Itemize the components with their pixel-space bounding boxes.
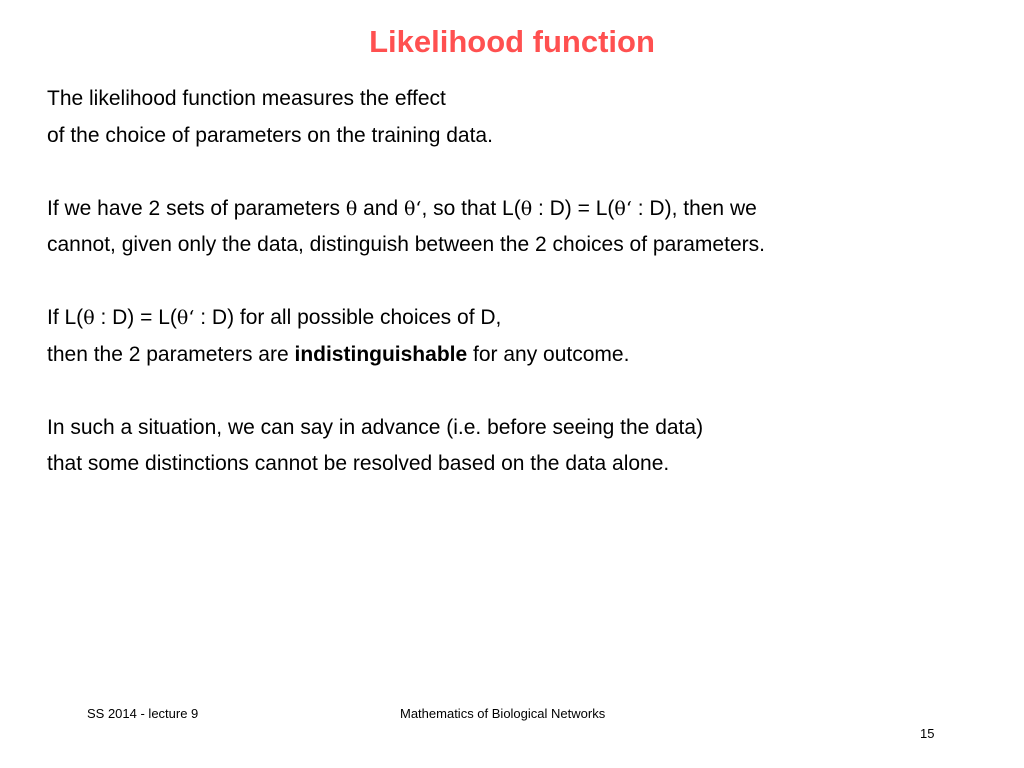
paragraph-4-line-2: that some distinctions cannot be resolved based on the data alone. xyxy=(47,452,670,475)
text-segment: , so that L( xyxy=(421,196,521,220)
paragraph-spacer xyxy=(47,373,1007,410)
text-segment: for any outcome. xyxy=(467,342,630,366)
paragraph-spacer xyxy=(47,154,1007,191)
emphasis-indistinguishable: indistinguishable xyxy=(294,342,468,366)
text-segment: : D) = L( xyxy=(532,196,615,220)
theta-prime-symbol: θ‘ xyxy=(403,197,422,220)
paragraph-1-line-1: The likelihood function measures the effect xyxy=(47,87,446,110)
paragraph-3-line-2 xyxy=(47,337,1007,374)
text-segment: : D) for all possible choices of D, xyxy=(194,306,502,329)
paragraph-1-line-2: of the choice of parameters on the training data. xyxy=(47,123,493,147)
slide-body xyxy=(47,81,1007,483)
text-segment: If we have 2 sets of parameters xyxy=(47,196,346,220)
paragraph-3-line-1 xyxy=(47,300,1007,337)
text-segment: : D), then we xyxy=(631,196,757,220)
paragraph-2-line-1 xyxy=(47,191,1007,228)
slide-title: Likelihood function xyxy=(369,24,655,59)
text-segment: then the 2 parameters are xyxy=(47,342,295,366)
page-number: 15 xyxy=(920,726,935,741)
theta-prime-symbol: θ‘ xyxy=(176,307,195,329)
paragraph-spacer xyxy=(47,264,1007,301)
paragraph-4-line-1: In such a situation, we can say in advance (i.e. before seeing the data) xyxy=(47,415,704,439)
text-segment: and xyxy=(357,196,404,220)
theta-symbol: θ xyxy=(83,307,95,329)
footer-course-title: Mathematics of Biological Networks xyxy=(400,706,606,721)
theta-symbol: θ xyxy=(345,197,358,220)
theta-symbol: θ xyxy=(520,197,533,220)
paragraph-2-line-2: cannot, given only the data, distinguish between the 2 choices of parameters. xyxy=(47,233,765,256)
footer-lecture-info: SS 2014 - lecture 9 xyxy=(87,706,199,721)
text-segment: : D) = L( xyxy=(94,306,177,329)
text-segment: If L( xyxy=(47,306,84,329)
theta-prime-symbol: θ‘ xyxy=(614,197,632,220)
